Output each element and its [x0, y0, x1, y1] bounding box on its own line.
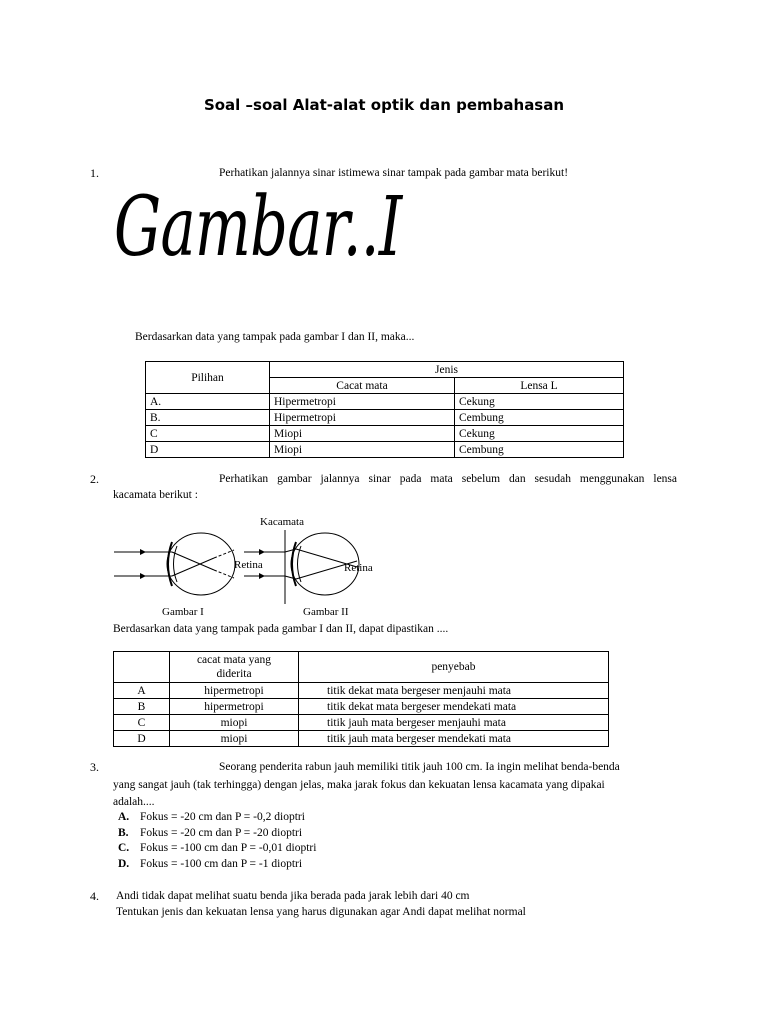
table-header-penyebab: penyebab	[299, 652, 609, 683]
table-row	[114, 699, 609, 715]
table-row	[114, 683, 609, 699]
table-cell: titik jauh mata bergeser menjauhi mata	[299, 715, 609, 731]
label-retina-1: Retina	[234, 559, 263, 571]
question-1-table	[145, 361, 624, 458]
table-cell: Hipermetropi	[270, 394, 455, 410]
table-cell: Cekung	[455, 426, 624, 442]
question-4-line1: Andi tidak dapat melihat suatu benda jika berada pada jarak lebih dari 40 cm	[116, 890, 470, 902]
table-row	[114, 715, 609, 731]
table-row	[146, 426, 624, 442]
table-row	[146, 410, 624, 426]
table-row	[146, 394, 624, 410]
label-retina-2: Retina	[344, 562, 373, 574]
table-header-cacat	[170, 652, 299, 683]
question-3-line3: adalah....	[113, 796, 155, 808]
option-b-key: B.	[118, 826, 129, 839]
table-cell: miopi	[170, 715, 299, 731]
option-b	[118, 826, 316, 842]
label-gambar-2: Gambar II	[303, 606, 349, 618]
table-cell: A.	[146, 394, 270, 410]
table-cell: B.	[146, 410, 270, 426]
table-cell: C	[146, 426, 270, 442]
question-3-number: 3.	[90, 760, 99, 774]
table-cell: Cekung	[455, 394, 624, 410]
question-2-text-cont: kacamata berikut :	[113, 489, 198, 501]
question-2-number: 2.	[90, 472, 99, 486]
question-1-number: 1.	[90, 166, 99, 180]
table-header-cacat-line1: cacat mata yang	[196, 654, 272, 666]
table-cell: Cembung	[455, 442, 624, 458]
table-cell: hipermetropi	[170, 683, 299, 699]
table-cell: miopi	[170, 731, 299, 747]
table-header-pilihan: Pilihan	[146, 362, 270, 394]
figure-placeholder-text: Gambar..I	[114, 180, 402, 275]
table-cell: titik dekat mata bergeser menjauhi mata	[299, 683, 609, 699]
table-cell: titik jauh mata bergeser mendekati mata	[299, 731, 609, 747]
table-row	[114, 731, 609, 747]
table-header-jenis: Jenis	[270, 362, 624, 378]
option-c	[118, 841, 316, 857]
table-cell: D	[114, 731, 170, 747]
table-row	[146, 442, 624, 458]
option-b-text: Fokus = -20 cm dan P = -20 dioptri	[140, 826, 303, 839]
question-2-subtext: Berdasarkan data yang tampak pada gambar I dan II, dapat dipastikan ....	[113, 623, 449, 635]
table-cell: titik dekat mata bergeser mendekati mata	[299, 699, 609, 715]
question-3-line2: yang sangat jauh (tak terhingga) dengan jelas, maka jarak fokus dan kekuatan lensa kacamata yang dipakai	[113, 779, 605, 791]
question-4-number: 4.	[90, 889, 99, 903]
question-2-table	[113, 651, 609, 747]
table-header-cacat-line2: diderita	[216, 668, 252, 680]
table-header-lensa: Lensa L	[455, 378, 624, 394]
label-gambar-1: Gambar I	[162, 606, 204, 618]
question-1-text: Perhatikan jalannya sinar istimewa sinar tampak pada gambar mata berikut!	[219, 167, 569, 179]
option-a	[118, 810, 316, 826]
option-c-key: C.	[118, 842, 130, 854]
option-d-key: D.	[118, 857, 130, 870]
option-a-text: Fokus = -20 cm dan P = -0,2 dioptri	[140, 811, 305, 823]
option-d	[118, 857, 316, 873]
option-c-text: Fokus = -100 cm dan P = -0,01 dioptri	[140, 842, 317, 854]
question-2-text: Perhatikan gambar jalannya sinar pada mata sebelum dan sesudah menggunakan lensa	[219, 473, 677, 485]
label-kacamata: Kacamata	[260, 516, 304, 528]
table-cell: Cembung	[455, 410, 624, 426]
table-header-cacat-mata: Cacat mata	[270, 378, 455, 394]
option-a-key: A.	[118, 811, 130, 823]
table-cell: B	[114, 699, 170, 715]
question-4-line2: Tentukan jenis dan kekuatan lensa yang harus digunakan agar Andi dapat melihat normal	[116, 906, 526, 918]
question-3-line1: Seorang penderita rabun jauh memiliki titik jauh 100 cm. Ia ingin melihat benda-benda	[219, 761, 620, 773]
page-title: Soal –soal Alat-alat optik dan pembahasan	[203, 96, 565, 114]
question-3-options	[118, 810, 316, 872]
table-cell: Miopi	[270, 442, 455, 458]
table-cell: hipermetropi	[170, 699, 299, 715]
question-1-subtext: Berdasarkan data yang tampak pada gambar I dan II, maka...	[135, 331, 415, 343]
table-cell: D	[146, 442, 270, 458]
table-header-empty	[114, 652, 170, 683]
option-d-text: Fokus = -100 cm dan P = -1 dioptri	[140, 857, 303, 870]
table-cell: C	[114, 715, 170, 731]
table-cell: A	[114, 683, 170, 699]
table-cell: Hipermetropi	[270, 410, 455, 426]
table-cell: Miopi	[270, 426, 455, 442]
